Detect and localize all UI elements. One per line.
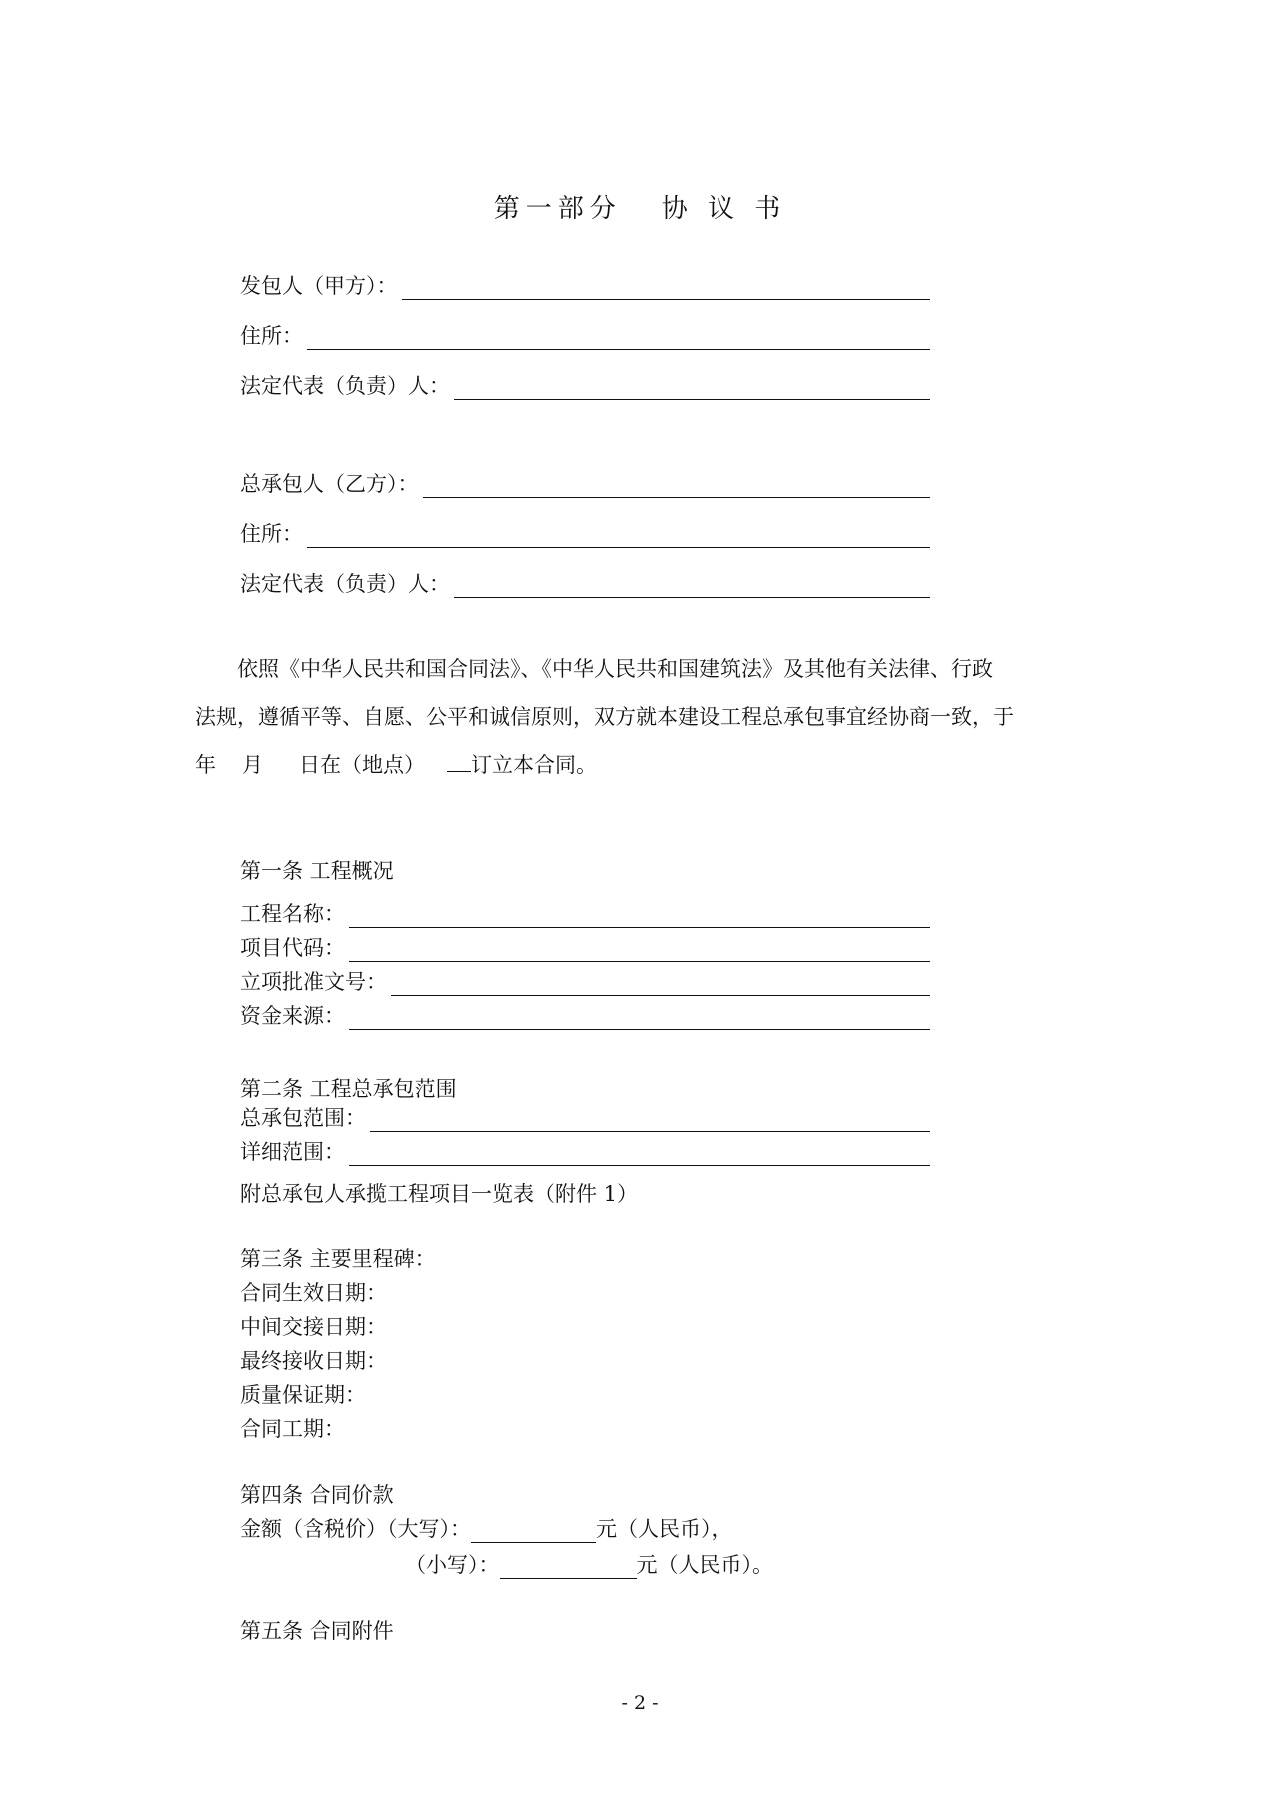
amount-lowercase-row <box>405 1549 773 1579</box>
project-name-label: 工程名称： <box>240 902 345 926</box>
article-4-heading: 第四条 合同价款 <box>240 1483 394 1507</box>
project-code-blank <box>349 939 930 962</box>
project-name-blank <box>349 905 930 928</box>
intro-paragraph <box>195 645 1080 789</box>
article-1-heading: 第一条 工程概况 <box>240 859 394 883</box>
amount-lowercase-unit: 元（人民币）。 <box>636 1553 773 1577</box>
party-b-blank <box>423 475 931 498</box>
party-a-rep-field <box>240 370 930 400</box>
title-part: 第一部分 <box>493 194 622 224</box>
party-b-label: 总承包人（乙方）： <box>240 472 419 496</box>
page-number: - 2 - <box>621 1692 659 1714</box>
amount-lowercase-blank <box>500 1556 637 1579</box>
party-a-rep-blank <box>454 377 930 400</box>
project-code-field <box>240 932 930 962</box>
attachment-note: 附总承包人承揽工程项目一览表（附件 1） <box>240 1182 639 1206</box>
article-3-heading: 第三条 主要里程碑： <box>240 1247 436 1271</box>
party-a-blank <box>402 277 931 300</box>
party-a-address-label: 住所： <box>240 324 303 348</box>
party-b-field <box>240 468 930 498</box>
approval-number-blank <box>391 973 930 996</box>
milestone-final-acceptance-date: 最终接收日期： <box>240 1349 387 1373</box>
amount-uppercase-label: 金额（含税价）（大写）： <box>240 1517 471 1541</box>
contract-scope-blank <box>370 1109 930 1132</box>
fund-source-blank <box>349 1007 930 1030</box>
place-blank <box>447 751 471 772</box>
party-b-address-field <box>240 518 930 548</box>
milestone-contract-duration: 合同工期： <box>240 1417 345 1441</box>
detail-scope-label: 详细范围： <box>240 1140 345 1164</box>
project-code-label: 项目代码： <box>240 936 345 960</box>
article-2-heading: 第二条 工程总承包范围 <box>240 1077 457 1101</box>
intro-line-3 <box>195 741 1080 789</box>
party-a-rep-label: 法定代表（负责）人： <box>240 374 450 398</box>
contract-scope-label: 总承包范围： <box>240 1106 366 1130</box>
party-b-rep-label: 法定代表（负责）人： <box>240 572 450 596</box>
fund-source-label: 资金来源： <box>240 1004 345 1028</box>
detail-scope-field <box>240 1136 930 1166</box>
article-5-heading: 第五条 合同附件 <box>240 1619 394 1643</box>
approval-number-field <box>240 966 930 996</box>
intro-year: 年 <box>195 753 216 777</box>
party-b-rep-blank <box>454 575 930 598</box>
contract-scope-field <box>240 1102 930 1132</box>
page-title <box>0 188 1280 225</box>
intro-day-place: 日在（地点） <box>299 753 425 777</box>
party-a-address-field <box>240 320 930 350</box>
party-b-address-blank <box>307 525 930 548</box>
amount-uppercase-unit: 元（人民币）， <box>596 1517 733 1541</box>
intro-line-1: 依照《中华人民共和国合同法》、《中华人民共和国建筑法》及其他有关法律、行政 <box>237 657 993 681</box>
amount-uppercase-row <box>240 1513 733 1543</box>
milestone-warranty-period: 质量保证期： <box>240 1383 366 1407</box>
party-a-address-blank <box>307 327 930 350</box>
party-b-address-label: 住所： <box>240 522 303 546</box>
project-name-field <box>240 898 930 928</box>
title-name: 协 议 书 <box>661 194 787 224</box>
party-a-field <box>240 270 930 300</box>
amount-uppercase-blank <box>471 1520 596 1543</box>
fund-source-field <box>240 1000 930 1030</box>
amount-lowercase-label: （小写）： <box>405 1553 500 1577</box>
detail-scope-blank <box>349 1143 930 1166</box>
intro-line-2: 法规，遵循平等、自愿、公平和诚信原则，双方就本建设工程总承包事宜经协商一致，于 <box>195 705 1014 729</box>
milestone-effective-date: 合同生效日期： <box>240 1281 387 1305</box>
party-a-label: 发包人（甲方）： <box>240 274 398 298</box>
intro-month: 月 <box>242 753 263 777</box>
intro-tail: 订立本合同。 <box>471 753 597 777</box>
milestone-handover-date: 中间交接日期： <box>240 1315 387 1339</box>
approval-number-label: 立项批准文号： <box>240 970 387 994</box>
party-b-rep-field <box>240 568 930 598</box>
